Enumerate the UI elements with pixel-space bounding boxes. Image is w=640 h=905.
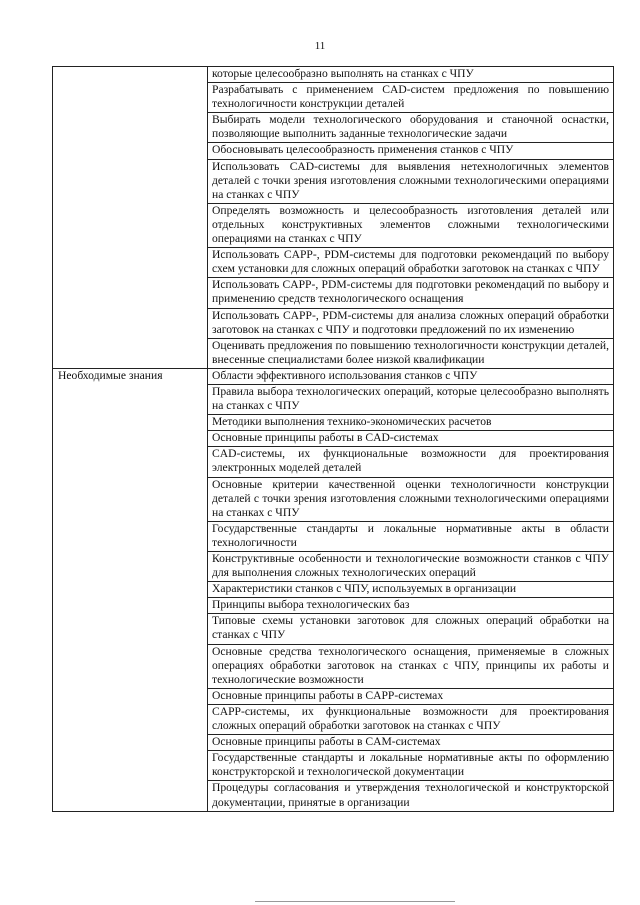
- bottom-divider: [255, 901, 455, 902]
- table-cell: Основные средства технологического оснащения, применяемые в сложных операциях обработки заготовок на станках с ЧПУ, принципы их работы и технологические возможности: [208, 644, 614, 688]
- table-cell: CAPP-системы, их функциональные возможности для проектирования сложных операций обработки заготовок на станках с ЧПУ: [208, 704, 614, 734]
- table-cell: Процедуры согласования и утверждения технологической и конструкторской документации, принятые в организации: [208, 781, 614, 811]
- table-cell: Характеристики станков с ЧПУ, используемых в организации: [208, 582, 614, 598]
- section-label: Необходимые знания: [53, 368, 208, 811]
- table-cell: Основные принципы работы в CAD-системах: [208, 431, 614, 447]
- table-cell: Использовать CAPP-, PDM-системы для анализа сложных операций обработки заготовок на станках с ЧПУ и подготовки предложений по их изменению: [208, 308, 614, 338]
- table-cell: Области эффективного использования станков с ЧПУ: [208, 368, 614, 384]
- table-cell: Государственные стандарты и локальные нормативные акты в области технологичности: [208, 521, 614, 551]
- table-cell: Конструктивные особенности и технологические возможности станков с ЧПУ для выполнения сложных технологических операций: [208, 552, 614, 582]
- table-cell: Выбирать модели технологического оборудования и станочной оснастки, позволяющие выполнить заданные технологические задачи: [208, 113, 614, 143]
- table-cell: Определять возможность и целесообразность изготовления деталей или отдельных конструктивных элементов сложными технологическими операциями на станках с ЧПУ: [208, 203, 614, 247]
- table-cell: Государственные стандарты и локальные нормативные акты по оформлению конструкторской и технологической документации: [208, 751, 614, 781]
- table-cell: Методики выполнения технико-экономических расчетов: [208, 415, 614, 431]
- table-cell: Использовать CAPP-, PDM-системы для подготовки рекомендаций по выбору и применению средств технологического оснащения: [208, 278, 614, 308]
- page-number: 11: [314, 40, 326, 52]
- table-cell: Оценивать предложения по повышению технологичности конструкции деталей, внесенные специалистами более низкой квалификации: [208, 338, 614, 368]
- table-cell: Разрабатывать с применением CAD-систем предложения по повышению технологичности конструкции деталей: [208, 83, 614, 113]
- table-cell: Обосновывать целесообразность применения станков с ЧПУ: [208, 143, 614, 159]
- table-cell: Типовые схемы установки заготовок для сложных операций обработки на станках с ЧПУ: [208, 614, 614, 644]
- table-row: [53, 368, 614, 384]
- section-label: [53, 67, 208, 369]
- table-row: [53, 67, 614, 83]
- table-cell: Использовать CAD-системы для выявления нетехнологичных элементов деталей с точки зрения изготовления сложными технологическими операциями на станках с ЧПУ: [208, 159, 614, 203]
- table-cell: Использовать CAPP-, PDM-системы для подготовки рекомендаций по выбору схем установки для сложных операций обработки заготовок на станках с ЧПУ: [208, 248, 614, 278]
- table-cell: которые целесообразно выполнять на станках с ЧПУ: [208, 67, 614, 83]
- competency-table: [52, 66, 614, 812]
- table-cell: Основные критерии качественной оценки технологичности конструкции деталей с точки зрения изготовления сложными технологическими операциями на станках с ЧПУ: [208, 477, 614, 521]
- table-cell: Правила выбора технологических операций, которые целесообразно выполнять на станках с ЧПУ: [208, 384, 614, 414]
- table-cell: Принципы выбора технологических баз: [208, 598, 614, 614]
- table-cell: CAD-системы, их функциональные возможности для проектирования электронных моделей деталей: [208, 447, 614, 477]
- table-cell: Основные принципы работы в CAM-системах: [208, 735, 614, 751]
- table-cell: Основные принципы работы в CAPP-системах: [208, 688, 614, 704]
